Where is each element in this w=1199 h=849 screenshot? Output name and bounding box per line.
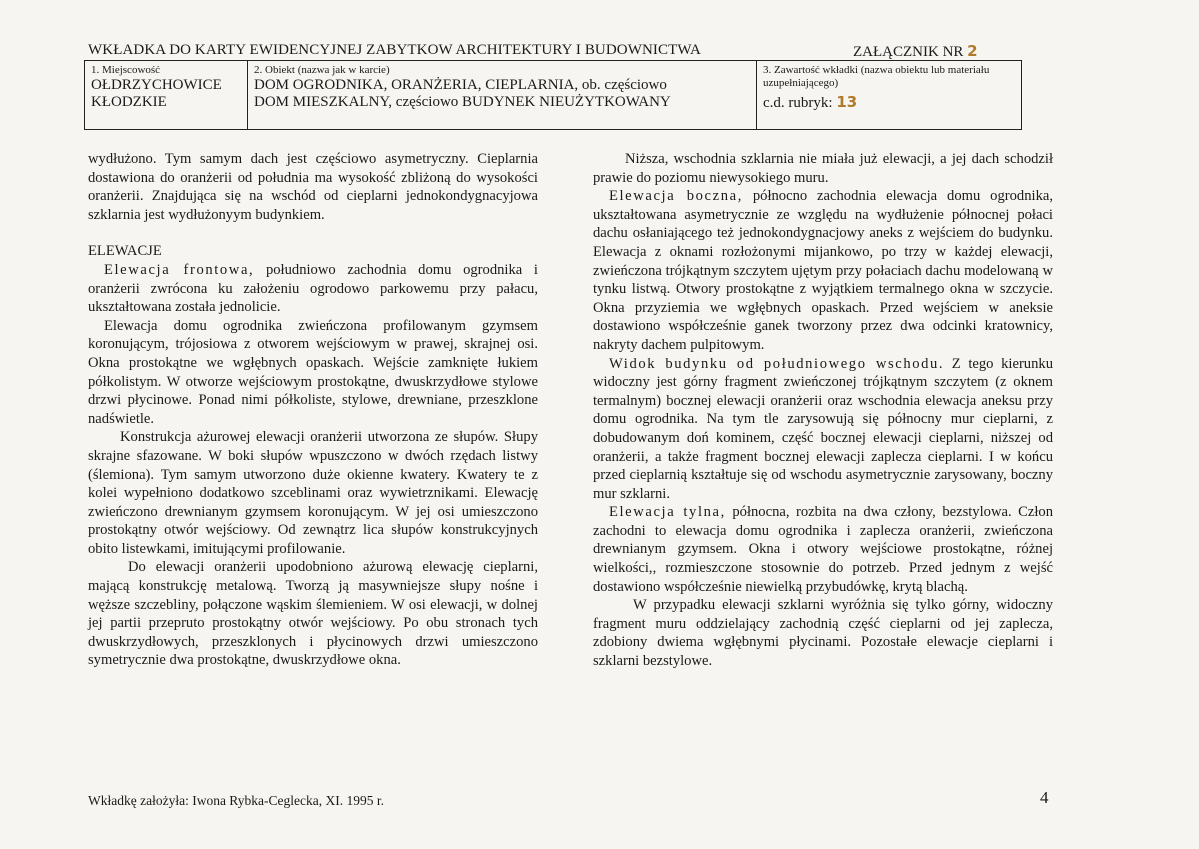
- paragraph-text: północna, rozbita na dwa człony, bezstylowa. Człon zachodni to elewacja domu ogrodnika i zaplecza oranżerii, zwieńczona drewnianym gzymsem. Okna i otwory wejściowe prostokątne, różnej wielkości,, rozmieszczone stosownie do potrzeb. Przed jednym z wejść dostawiono współcześnie niewielką przybudówkę, krytą blachą.: [593, 504, 1053, 595]
- content-caption: 3. Zawartość wkładki (nazwa obiektu lub materiału uzupełniającego): [763, 64, 990, 89]
- location-caption: 1. Miejscowość: [91, 64, 161, 76]
- form-title: WKŁADKA DO KARTY EWIDENCYJNEJ ZABYTKOW ARCHITEKTURY I BUDOWNICTWA: [88, 42, 701, 58]
- rubric-number-handwritten: 13: [836, 93, 858, 111]
- paragraph: wydłużono. Tym samym dach jest częściowo asymetryczny. Cieplarnia dostawiona do oranżerii od południa ma wysokość zbliżoną do wysokości oranżerii. Znajdująca się na wschód od cieplarni jednokondygnacyjowa szklarnia jest wydłużonyym budynkiem.: [88, 151, 538, 223]
- paragraph-lead: Elewacja boczna,: [609, 188, 743, 205]
- paragraph: Do elewacji oranżerii upodobniono ażurową elewację cieplarni, mającą konstrukcję metalową. Tworzą ją masywniejsze słupy nośne i węższe szczebliny, połączone wąskim ślemieniem. W osi elewacji, w dolnej jej partii przepruto prostokątny otwór wejściowy. Po obu stronach tych dwuskrzydłowych, przeszklonych i płycinowych drzwi umieszczono symetrycznie dwa prostokątne, dwuskrzydłowe okna.: [88, 559, 538, 669]
- left-column: [88, 150, 538, 670]
- right-column: [593, 150, 1053, 671]
- paragraph: [593, 187, 1053, 354]
- content-cell: [757, 61, 1021, 129]
- annex-number-handwritten: 2: [967, 42, 978, 60]
- rubric-label: c.d. rubryk:: [763, 95, 833, 111]
- paragraph-lead: Elewacja frontowa,: [104, 261, 255, 278]
- location-line-2: KŁODZKIE: [91, 94, 167, 110]
- object-caption: 2. Obiekt (nazwa jak w karcie): [254, 64, 390, 76]
- section-heading: ELEWACJE: [88, 243, 162, 260]
- location-cell: [85, 61, 248, 129]
- paragraph: Niższa, wschodnia szklarnia nie miała już elewacji, a jej dach schodził prawie do poziomu niewysokiego muru.: [593, 151, 1053, 186]
- paragraph-text: północno zachodnia elewacja domu ogrodnika, ukształtowana asymetrycznie ze względu na wydłużenie północnej połaci dachu osłaniającego też jednokondygnacjowy aneks z wejściem do budynku. Elewacja z oknami rozłożonymi mijankowo, po trzy w każdej elewacji, zwieńczona trójkątnym szczytem ujętym przy połaciach dachu modelowaną w tynku listwą. Otwory prostokątne z wyjątkiem termalnego okna w szczycie. Okna przyziemia we wgłębnych opaskach. Przed wejściem w aneksie dostawiono współcześnie ganek tworzony przez dwa odcinki kratownicy, nakryty dachem pulpitowym.: [593, 188, 1053, 353]
- object-line-2: DOM MIESZKALNY, częściowo BUDYNEK NIEUŻYTKOWANY: [254, 94, 671, 110]
- object-line-1: DOM OGRODNIKA, ORANŻERIA, CIEPLARNIA, ob. częściowo: [254, 77, 667, 93]
- paragraph: Elewacja domu ogrodnika zwieńczona profilowanym gzymsem koronującym, trójosiowa z otworem wejściowym w prawej, skrajnej osi. Okna prostokątne we wgłębnych opaskach. Wejście zamknięte łukiem półkolistym. W otworze wejściowym prostokątne, dwuskrzydłowe stylowe drzwi płycinowe. Ponad nimi półkoliste, stylowe, drewniane, przeszklone nadświetle.: [88, 317, 538, 427]
- page-number: 4: [1040, 788, 1049, 807]
- paragraph: Konstrukcja ażurowej elewacji oranżerii utworzona ze słupów. Słupy skrajne sfazowane. W boki słupów wpuszczono w dwóch rzędach listwy (ślemiona). Tym samym utworzono duże okienne kwatery. Kwatery te z kolei wypełniono dodatkowo szceblinami oraz wywietrznikami. Elewację zwieńczono drewnianym gzymsem koronującym. W jej osi umieszczono prostokątny otwór wejściowy. Od zewnątrz lica słupów konstrukcyjnych obito listewkami, imitującymi profilowanie.: [88, 429, 538, 557]
- header-table: [84, 60, 1022, 130]
- paragraph: W przypadku elewacji szklarni wyróżnia się tylko górny, widoczny fragment muru oddzielający zachodnią część cieplarni od jej zaplecza, zdobiony dwiema wgłębnymi płycinami. Pozostałe elewacje cieplarni i szklarni bezstylowe.: [593, 597, 1053, 670]
- location-line-1: OŁDRZYCHOWICE: [91, 77, 222, 93]
- rubric-reference: [763, 93, 1015, 112]
- paragraph-text: południowo zachodnia domu ogrodnika i oranżerii zwrócona ku założeniu ogrodowo parkowemu przy pałacu, ukształtowana została jednolicie.: [88, 261, 538, 316]
- annex-label-text: ZAŁĄCZNIK NR: [853, 44, 964, 60]
- annex-label: [853, 42, 978, 61]
- paragraph-lead: Elewacja tylna,: [609, 504, 726, 521]
- paragraph: [593, 355, 1053, 504]
- paragraph-text: Z tego kierunku widoczny jest górny fragment zwieńczonej trójkątnym szczytem (z oknem termalnym) bocznej elewacji oranżerii oraz wschodnia elewacja aneksu przy domu ogrodnika. Na tym tle zarysowują się północny mur cieplarni, z dobudowanym doń kominem, część bocznej elewacji cieplarni, niższej od oranżerii, a także fragment bocznej elewacji zaplecza cieplarni. I w końcu przed cieplarnią kształtuje się od wschodu asymetrycznie zarysowany, boczny mur szklarni.: [593, 355, 1053, 502]
- paragraph: [593, 503, 1053, 596]
- object-cell: [248, 61, 757, 129]
- footer-author: Wkładkę założyła: Iwona Rybka-Ceglecka, XI. 1995 r.: [88, 793, 384, 808]
- paragraph-lead: Widok budynku od południowego wschodu.: [609, 355, 945, 372]
- paragraph: [88, 261, 538, 317]
